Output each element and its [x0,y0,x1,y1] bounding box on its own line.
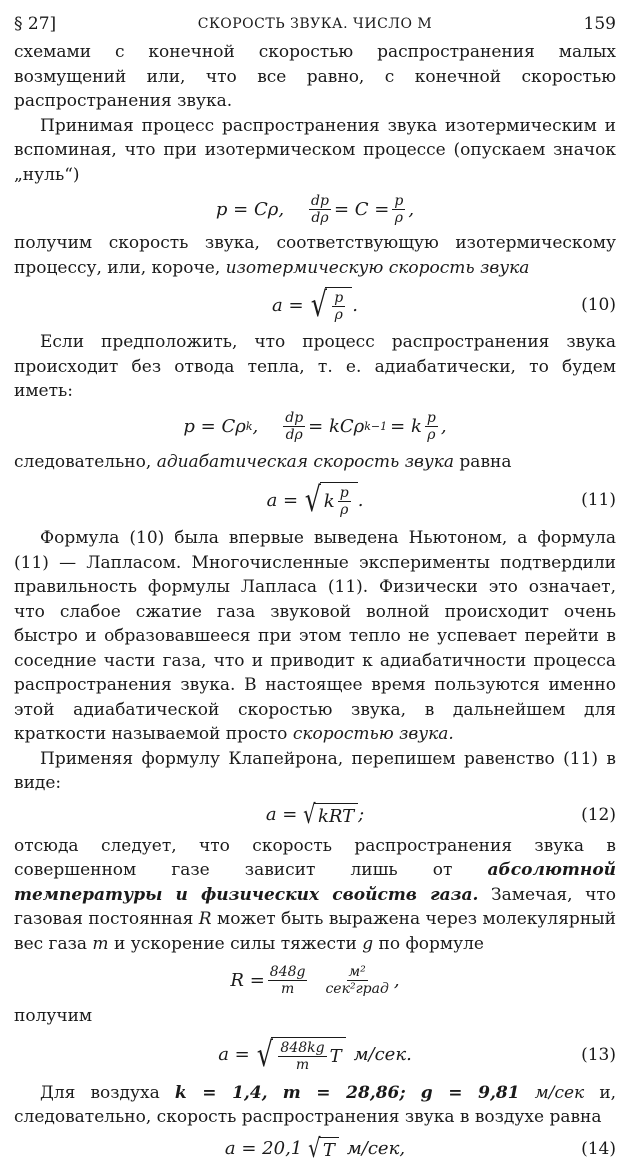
emphasis-isothermal-speed: изотермическую скорость звука [225,257,530,278]
running-title: СКОРОСТЬ ЗВУКА. ЧИСЛО M [197,16,433,32]
page-number: 159 [583,14,616,34]
equation-14: a = 20,1 √ T м/сек, (14) [224,1133,616,1164]
equation-number-14: (14) [581,1138,616,1159]
paragraph-2: Принимая процесс распространения звука изотермическим и вспоминая, что при изотермическом процессе (опускаем значок „нуль“) [14,115,616,185]
equation-adiabatic: p = Cρ k , $\frac{dp}{d\rho}$ = kCρ k−1 = k $\frac{p}{\rho}$ , [183,410,447,443]
emphasis-temperature-properties: абсолютной температуры и физических свойств газа. [14,860,617,905]
radical: √ k $\frac{p}{\rho}$ [302,482,358,518]
paragraph-7: Применяя формулу Клапейрона, перепишем равенство (11) в виде: [14,748,616,793]
paragraph-6: Формула (10) была впервые выведена Ньютоном, а формула (11) — Лапласом. Многочисленные эксперименты подтвердили правильность формулы Лапласа (11). Физически это означает, что слабое сжатие газа звуковой волной происходит очень быстро и образовавшееся при этом тепло не успевает перейти в соседние части газа, что и приводит к адиабатичности процесса распространения звука. В настоящее время пользуются именно этой адиабатической скоростью звука, в дальнейшем для краткости называемой просто скоростью звука. [14,528,616,744]
equation-R: R = $\frac{848g}{m}$ $\frac{\text{м²}}{\text{сек²град}}$ , [230,963,400,997]
emphasis-adiabatic-speed: адиабатическая скорость звука [156,451,455,472]
paragraph-1: схемами с конечной скоростью распространения малых возмущений или, что все равно, с конечной скоростью распространения звука. [14,42,616,111]
paragraph-8: отсюда следует, что скорость распространения звука в совершенном газе зависит лишь от абсолютной температуры и физических свойств газа. Замечая, что газовая постоянная R может быть выражена через молекулярный вес газа m и ускорение силы тяжести g по формуле [14,835,617,954]
paragraph-9: получим [14,1006,93,1026]
equation-number-11: (11) [581,490,616,510]
paragraph-4: Если предположить, что процесс распространения звука происходит без отвода тепла, т. е. адиабатически, то будем иметь: [14,332,616,401]
paragraph-10: Для воздуха k = 1,4, m = 28,86; g = 9,81 м/сек и, следовательно, скорость распространения звука в воздухе равна [14,1082,617,1127]
radical: √ $\frac{p}{\rho}$ [308,287,353,323]
equation-13: a = √ $\frac{848kg}{m}$ T м/сек. (13) [218,1034,616,1075]
paragraph-5: следовательно, адиабатическая скорость звука равна [14,451,512,472]
equation-number-12: (12) [581,804,616,825]
fraction-p-rho: $\frac{p}{\rho}$ [394,192,404,226]
emphasis-speed-of-sound: скоростью звука. [292,724,454,744]
equation-number-10: (10) [581,295,616,315]
equation-12: a = √ kRT ; (12) [265,799,616,830]
section-number: § 27] [14,14,57,34]
equation-isothermal: p = Cρ, $\frac{dp}{d\rho}$ = C = $\frac{p}{\rho}$ , [215,192,415,226]
equation-10: a = √ $\frac{p}{\rho}$ . (10) [272,285,616,325]
fraction-dp-drho: $\frac{dp}{d\rho}$ [311,192,329,226]
running-header [14,10,616,40]
equation-number-13: (13) [581,1044,616,1065]
paragraph-3: получим скорость звука, соответствующую изотермическому процессу, или, короче, изотермическую скорость звука [14,233,616,278]
equation-11: a = √ k $\frac{p}{\rho}$ . (11) [266,480,616,520]
